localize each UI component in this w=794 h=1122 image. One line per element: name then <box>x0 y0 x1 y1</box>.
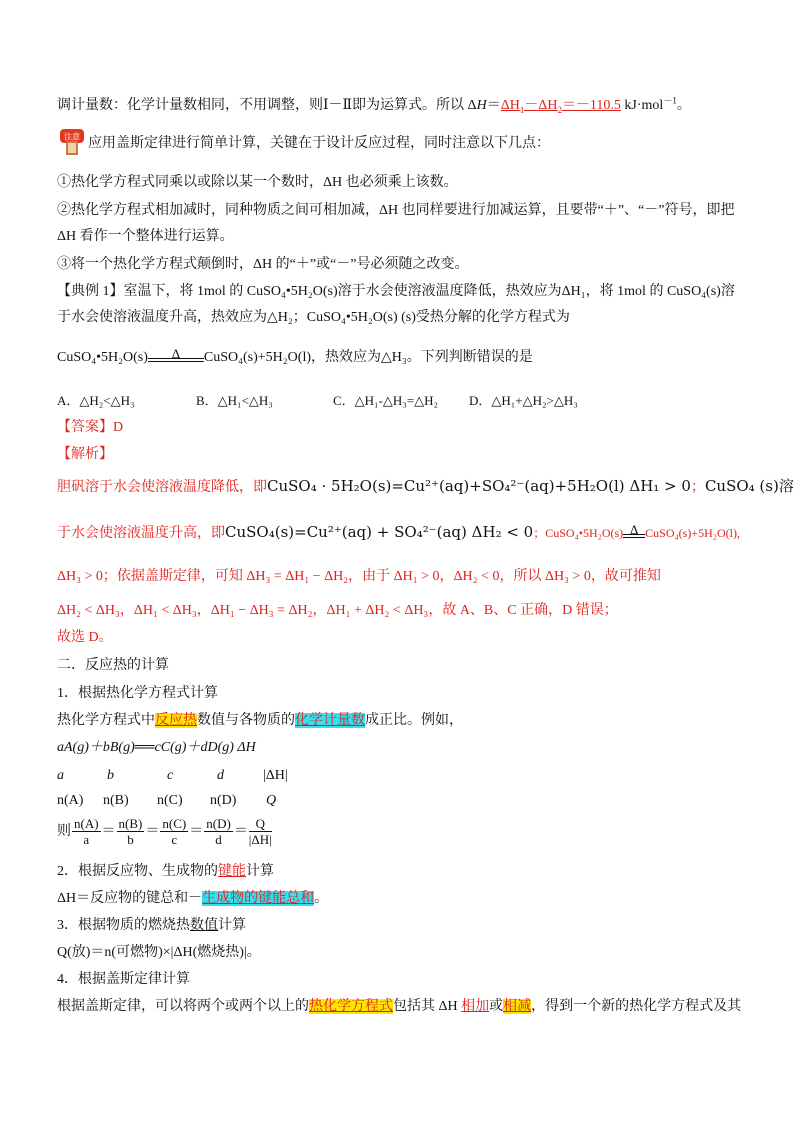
mol-d: n(D) <box>210 793 237 808</box>
note-text: 应用盖斯定律进行简单计算，关键在于设计反应过程，同时注意以下几点： <box>88 136 550 151</box>
point-2: ②热化学方程式相加减时，同种物质之间可相加减，ΔH 也同样要进行加减运算，且要带“＋”、“－”符号，即把 <box>57 203 735 218</box>
coef-b: b <box>107 768 114 783</box>
analysis-line-3: ΔH₃ > 0；依据盖斯定律，可知 ΔH₃ = ΔH₁ − ΔH₂，由于 ΔH₁ > 0，ΔH₂ < 0，所以 ΔH₃ > 0，故可推知 <box>57 569 661 584</box>
text-4: 根据盖斯定律，可以将两个或两个以上的热化学方程式包括其 ΔH 相加或相减，得到一个新的热化学方程式及其 <box>57 999 742 1014</box>
option-c: C．△H₁-△H₃=△H₂ <box>333 393 439 408</box>
example-equation: CuSO₄•5H₂O(s) Δ CuSO₄(s)+5H₂O(l)，热效应为△H₃。下列判断错误的是 <box>57 348 533 368</box>
ratio-formula: 则 $\frac{n(A)}{a}$ ＝ $\frac{n(B)}{b}$ ＝ $\frac{n(C)}{c}$ ＝ $\frac{n(D)}{d}$ ＝ $\frac{Q}{|\Delta H|}$ <box>57 816 272 848</box>
general-equation: aA(g)＋bB(g)══cC(g)＋dD(g) ΔH <box>57 740 256 755</box>
point-3: ③将一个热化学方程式颠倒时，ΔH 的“＋”或“－”号必须随之改变。 <box>57 257 469 272</box>
svg-text:注意: 注意 <box>64 132 80 142</box>
answer-label: 【答案】D <box>57 420 124 435</box>
frac-d: $\frac{n(D)}{d}$ <box>206 816 231 848</box>
heading-1: 1．根据热化学方程式计算 <box>57 686 218 701</box>
heading-3: 3．根据物质的燃烧热数值计算 <box>57 918 246 933</box>
option-d: D．△H₁+△H₂>△H₃ <box>469 393 578 408</box>
example-line-2: 于水会使溶液温度升高，热效应为△H₂；CuSO₄•5H₂O(s) (s)受热分解的化学方程式为 <box>57 310 570 325</box>
calc-line: 调计量数：化学计量数相同，不用调整，则Ⅰ－Ⅱ即为运算式。所以 $\Delta H=\Delta H_1-\Delta H_2=-110.5$ kJ·mol$^{-1}$。 <box>57 95 691 115</box>
result-value: ＝－110.5 <box>561 98 621 113</box>
heading-4: 4．根据盖斯定律计算 <box>57 972 190 987</box>
mol-b: n(B) <box>103 793 129 808</box>
dh-expression: $\Delta H_1-\Delta H_2$ <box>500 98 562 115</box>
section-title: 二．反应热的计算 <box>57 658 169 673</box>
mol-c: n(C) <box>157 793 183 808</box>
text-1: 热化学方程式中反应热数值与各物质的化学计量数成正比。例如， <box>57 713 463 728</box>
frac-a: $\frac{n(A)}{a}$ <box>74 816 99 848</box>
analysis-line-5: 故选 D。 <box>57 630 113 645</box>
analysis-label: 【解析】 <box>57 447 113 462</box>
coef-a: a <box>57 768 64 783</box>
frac-c: $\frac{n(C)}{c}$ <box>162 816 187 848</box>
analysis-line-4: ΔH₂ < ΔH₃，ΔH₁ < ΔH₃，ΔH₁ − ΔH₃ = ΔH₂，ΔH₁ + ΔH₂ < ΔH₃，故 A、B、C 正确，D 错误； <box>57 603 618 618</box>
heating-arrow: Δ <box>148 358 204 368</box>
point-1: ①热化学方程式同乘以或除以某一个数时，ΔH 也必须乘上该数。 <box>57 175 458 190</box>
example-line-1: 【典例 1】室温下，将 1mol 的 CuSO₄•5H₂O(s)溶于水会使溶液温度降低，热效应为ΔH₁，将 1mol 的 CuSO₄(s)溶 <box>57 284 735 299</box>
heat-q: Q <box>266 793 277 808</box>
note-badge-icon <box>58 127 88 157</box>
heading-2: 2．根据反应物、生成物的键能计算 <box>57 864 274 879</box>
mol-a: n(A) <box>57 793 84 808</box>
coef-c: c <box>167 768 174 783</box>
option-a: A．△H₂<△H₃ <box>57 393 135 408</box>
coef-dh: |ΔH| <box>263 768 288 783</box>
analysis-line-2: 于水会使溶液温度升高，即CuSO₄(s)=Cu²⁺(aq) + SO₄²⁻(aq) ΔH₂ < 0；CuSO₄•5H₂O(s) Δ CuSO₄(s)+5H₂O(l), <box>57 522 740 544</box>
frac-b: $\frac{n(B)}{b}$ <box>118 816 143 848</box>
frac-q: $\frac{Q}{|\Delta H|}$ <box>248 816 272 848</box>
option-b: B．△H₁<△H₃ <box>196 393 273 408</box>
text-2: ΔH＝反应物的键总和－生成物的键能总和。 <box>57 891 329 906</box>
analysis-line-1: 胆矾溶于水会使溶液温度降低，即CuSO₄ · 5H₂O(s)=Cu²⁺(aq)+SO₄²⁻(aq)+5H₂O(l) ΔH₁ > 0；CuSO₄ (s)溶 <box>57 477 794 495</box>
text-3: Q(放)＝n(可燃物)×|ΔH(燃烧热)|。 <box>57 945 261 960</box>
heating-arrow-2: Δ <box>623 534 645 544</box>
coef-d: d <box>217 768 224 783</box>
point-2-cont: ΔH 看作一个整体进行运算。 <box>57 229 234 244</box>
